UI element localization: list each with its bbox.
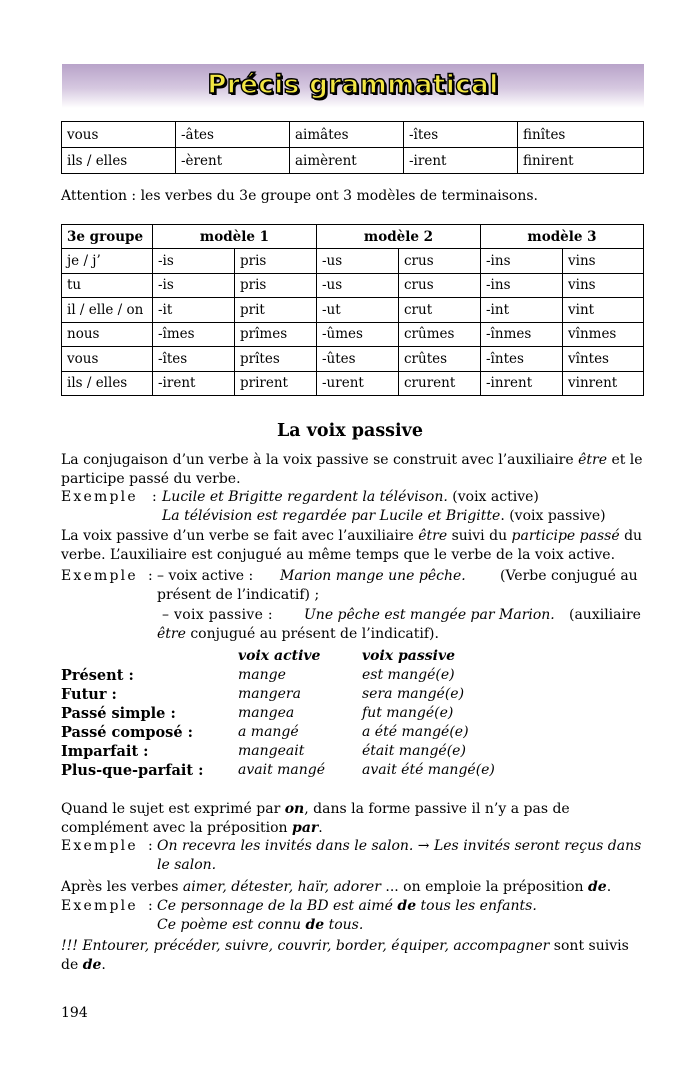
table-cell: crut [399,298,481,323]
table-cell: crûmes [399,322,481,347]
table-cell: pris [235,273,317,298]
table-cell: -ûmes [317,322,399,347]
example-sentence: On recevra les invités dans le salon. → Les invités seront reçus dans [157,838,642,854]
column-header-active: voix active [238,648,321,664]
table-cell: -âtes [176,122,290,148]
colon: : [152,489,157,505]
table-header: modèle 2 [317,225,481,249]
table-cell: finîtes [518,122,644,148]
paragraph [61,878,644,897]
text: être [418,528,448,544]
active-form: mangera [238,686,301,702]
text: . (voix passive) [500,508,606,524]
table-row [62,122,644,148]
active-form: mange [238,667,286,683]
exemple-label: Exemple [61,489,138,505]
table-cell: crurent [399,371,481,396]
text: on [284,801,305,817]
example-sentence: Une pêche est mangée par Marion. [304,607,555,623]
exemple-label: Exemple [61,568,138,584]
table-cell: -is [153,273,235,298]
table-row [62,273,644,298]
page-number: 194 [61,1005,88,1021]
table-cell: -it [153,298,235,323]
text: conjugué au présent de l’indicatif). [185,626,439,642]
table-cell: -inrent [481,371,563,396]
text: sont suivis de [61,938,629,973]
table-cell: vous [62,347,153,372]
table-cell: -îmes [153,322,235,347]
table-cell: nous [62,322,153,347]
text: aimer, détester, haïr, adorer [182,879,381,895]
table-row [62,148,644,174]
exemple-label: Exemple [61,838,138,854]
tense-label: Passé composé : [61,724,193,741]
table-cell: vins [563,273,644,298]
column-header-passive: voix passive [362,648,455,664]
text: de [82,957,102,973]
table-cell: prirent [235,371,317,396]
table-row [62,322,644,347]
table-row [62,298,644,323]
table-cell: -int [481,298,563,323]
table-cell: -îtes [153,347,235,372]
example-note: présent de l’indicatif) ; [157,587,320,603]
example-sentence: Marion mange une pêche. [280,568,466,584]
table-cell: pris [235,249,317,274]
text: tous. [324,917,364,933]
table-header-row [62,225,644,249]
table-cell: aimâtes [290,122,404,148]
table-cell: -is [153,249,235,274]
colon: : [148,568,153,584]
tense-label: Passé simple : [61,705,176,722]
example-sentence [157,898,537,914]
text: . [101,957,106,973]
passive-form: avait été mangé(e) [362,762,495,778]
table-cell: -îtes [404,122,518,148]
text: ... on emploie la préposition [380,879,588,895]
table-cell: -ûtes [317,347,399,372]
text: La télévision est regardée par Lucile et Brigitte [162,508,501,524]
paragraph [61,451,644,489]
text: suivi du [447,528,512,544]
text: et le participe passé du verbe. [61,452,643,487]
text: être [157,626,186,642]
text: être [578,452,607,468]
table-cell: vîntes [563,347,644,372]
table-cell: il / elle / on [62,298,153,323]
text: Lucile et Brigitte regardent la télévison. [162,489,448,505]
table-header: modèle 1 [153,225,317,249]
table-cell: ils / elles [62,148,176,174]
table-cell: vins [563,249,644,274]
text: du verbe. L’auxiliaire est conjugué au même temps que le verbe de la voix active. [61,528,643,563]
text: de [397,898,417,914]
attention-note: Attention : les verbes du 3e groupe ont 3 modèles de terminaisons. [61,188,539,204]
tense-label: Présent : [61,667,134,684]
table-cell: crus [399,249,481,274]
text: de [305,917,325,933]
tense-label: Futur : [61,686,117,703]
colon: : [148,898,153,914]
table-cell: aimèrent [290,148,404,174]
passive-form: a été mangé(e) [362,724,469,740]
text: Quand le sujet est exprimé par [61,801,285,817]
text: Ce personnage de la BD est aimé [157,898,398,914]
title-banner [62,64,644,108]
active-form: mangeait [238,743,305,759]
paragraph [61,937,644,975]
table-cell: crus [399,273,481,298]
text: La conjugaison d’un verbe à la voix passive se construit avec l’auxiliaire [61,452,579,468]
text: Après les verbes [61,879,183,895]
paragraph [61,800,644,838]
table-cell: vous [62,122,176,148]
table-header: modèle 3 [481,225,644,249]
colon: : [148,838,153,854]
paragraph [61,527,644,565]
example-sentence [162,508,606,524]
text: participe passé [511,528,620,544]
tense-label: Imparfait : [61,743,149,760]
table-cell: je / j’ [62,249,153,274]
table-cell: -ut [317,298,399,323]
text: Ce poème est connu [157,917,306,933]
table-header: 3e groupe [62,225,153,249]
text: tous les enfants. [416,898,537,914]
text: par [292,820,319,836]
text: , dans la forme passive il n’y a pas de complément avec la préposition [61,801,570,836]
example-note: (auxiliaire [569,607,641,623]
active-form: a mangé [238,724,299,740]
table-cell: vinrent [563,371,644,396]
table-cell: prit [235,298,317,323]
passive-form: était mangé(e) [362,743,466,759]
text: de [587,879,607,895]
table-cell: -èrent [176,148,290,174]
text: . [318,820,323,836]
text: !!! Entourer, précéder, suivre, couvrir, border, équiper, accompagner [61,938,550,954]
active-form: avait mangé [238,762,326,778]
example-sentence [162,489,539,505]
text: La voix passive d’un verbe se fait avec l’auxiliaire [61,528,419,544]
example-note: (Verbe conjugué au [500,568,638,584]
table-cell: -us [317,273,399,298]
text: . [606,879,612,895]
conjugation-table-1 [61,121,644,174]
table-row [62,249,644,274]
table-cell: -ins [481,273,563,298]
table-cell: vînmes [563,322,644,347]
section-title: La voix passive [277,421,423,441]
table-cell: -irent [404,148,518,174]
table-cell: -întes [481,347,563,372]
table-cell: prîmes [235,322,317,347]
page-title: Précis grammatical [207,70,499,100]
table-cell: -urent [317,371,399,396]
table-cell: finirent [518,148,644,174]
example-label-active: – voix active : [157,568,254,584]
text: (voix active) [447,489,539,505]
table-cell: ils / elles [62,371,153,396]
active-form: mangea [238,705,295,721]
passive-form: est mangé(e) [362,667,455,683]
table-cell: -us [317,249,399,274]
table-row [62,347,644,372]
example-note [157,626,439,642]
table-row [62,371,644,396]
table-cell: -înmes [481,322,563,347]
example-label-passive: – voix passive : [162,607,273,623]
table-cell: crûtes [399,347,481,372]
passive-form: fut mangé(e) [362,705,454,721]
example-sentence [157,917,363,933]
table-cell: tu [62,273,153,298]
table-cell: -ins [481,249,563,274]
table-cell: prîtes [235,347,317,372]
table-cell: -irent [153,371,235,396]
passive-form: sera mangé(e) [362,686,465,702]
table-cell: vint [563,298,644,323]
exemple-label: Exemple [61,898,138,914]
third-group-table [61,224,644,396]
tense-label: Plus-que-parfait : [61,762,204,779]
example-sentence: le salon. [157,857,217,873]
